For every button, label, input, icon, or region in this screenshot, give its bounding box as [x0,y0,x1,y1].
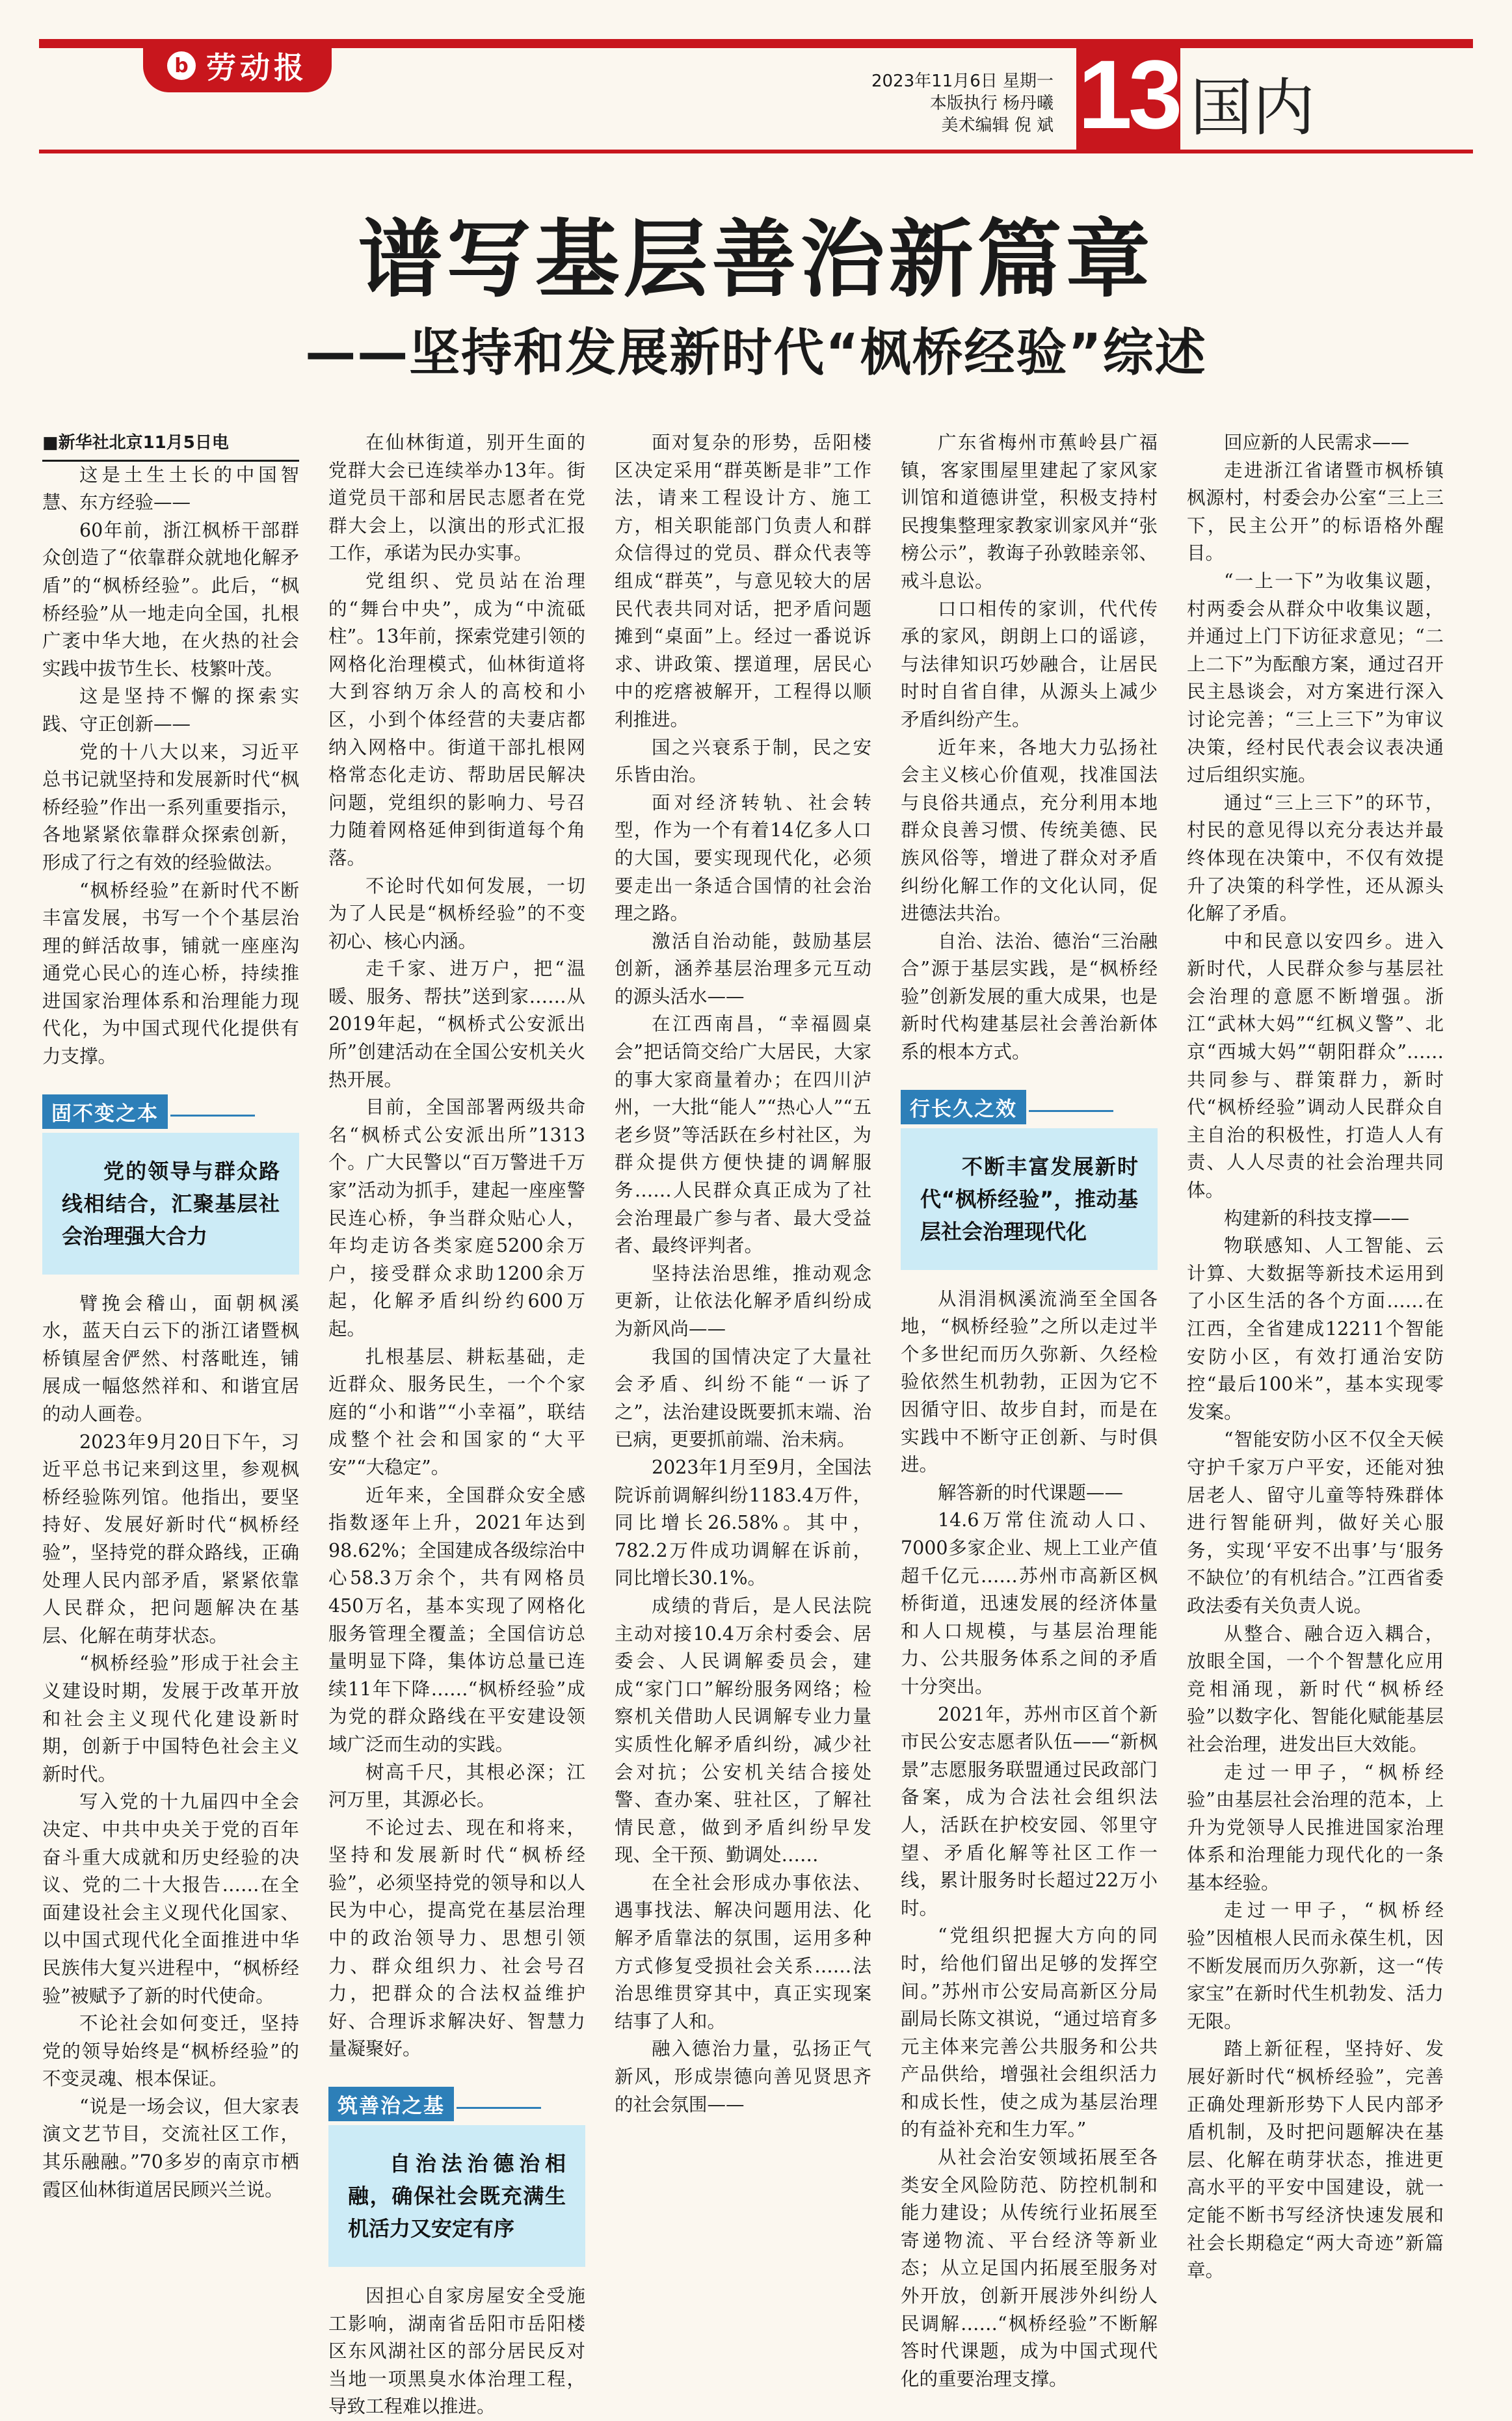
section-summary-box [901,1128,1158,1270]
text-column-1 [42,429,299,2250]
paragraph: 物联感知、人工智能、云计算、大数据等新技术运用到了小区生活的各个方面……在江西，全省建成12211个智能安防小区，有效打通治安防控“最后100米”，基本实现零发案。 [1187,1235,1444,1423]
paragraph: 成绩的背后，是人民法院主动对接10.4万余村委会、居委会、人民调解委员会，建成“家门口”解纷服务网络；检察机关借助人民调解专业力量实质性化解矛盾纠纷，减少社会对抗；公安机关结合接处警、查办案、驻社区，了解社情民意，做到矛盾纠纷早发现、全干预、勤调处…… [615,1594,871,1866]
paragraph: 60年前，浙江枫桥干部群众创造了“依靠群众就地化解矛盾”的“枫桥经验”。此后，“枫桥经验”从一地走向全国，扎根广袤中华大地，在火热的社会实践中拔节生长、枝繁叶茂。 [42,519,299,680]
section-summary-box [328,2125,585,2267]
text-column-3 [615,429,871,2250]
paragraph: 近年来，各地大力弘扬社会主义核心价值观，找准国法与良俗共通点，充分利用本地群众良善习惯、传统美德、民族风俗等，增进了群众对矛盾纠纷化解工作的文化认同，促进德法共治。 [901,736,1158,925]
article-headline: 谱写基层善治新篇章 [358,209,1154,309]
section-tag: 行长久之效 [901,1090,1026,1124]
paragraph: 踏上新征程，坚持好、发展好新时代“枫桥经验”，完善正确处理新形势下人民内部矛盾机制，及时把问题解决在基层、化解在萌芽状态，推进更高水平的平安中国建设，就一定能不断书写经济快速发展和社会长期稳定“两大奇迹”新篇章。 [1187,2038,1444,2282]
paragraph: 走千家、进万户，把“温暖、服务、帮扶”送到家……从2019年起，“枫桥式公安派出所”创建活动在全国公安机关火热开展。 [328,958,585,1091]
logo-mark-icon: b [167,51,196,80]
section-tag-rule [1029,1110,1113,1112]
section-summary: 不断丰富发展新时代“枫桥经验”，推动基层社会治理现代化 [920,1154,1138,1244]
paragraph: 2021年，苏州市区首个新市民公安志愿者队伍——“新枫景”志愿服务联盟通过民政部门备案，成为合法社会组织法人，活跃在护校安园、邻里守望、矛盾化解等社区工作一线，累计服务时长超过22万小时。 [901,1703,1158,1919]
header-divider [39,150,1473,153]
paragraph: “党组织把握大方向的同时，给他们留出足够的发挥空间。”苏州市公安局高新区分局副局长陈文祺说，“通过培育多元主体来完善公共服务和公共产品供给，增强社会组织活力和成长性，使之成为基层治理的有益补充和生力军。” [901,1925,1158,2141]
paragraph: 面对复杂的形势，岳阳楼区决定采用“群英断是非”工作法，请来工程设计方、施工方，相关职能部门负责人和群众信得过的党员、群众代表等组成“群英”，与意见较大的居民代表共同对话，把矛盾问题摊到“桌面”上。经过一番说诉求、讲政策、摆道理，居民心中的疙瘩被解开，工程得以顺利推进。 [615,432,871,730]
section-header-3 [901,1090,1158,1270]
paragraph: 回应新的人民需求—— [1224,432,1410,453]
issue-date: 2023年11月6日 星期一 [871,72,1054,91]
paragraph: 在江西南昌，“幸福圆桌会”把话筒交给广大居民，大家的事大家商量着办；在四川泸州，一大批“能人”“热心人”“五老乡贤”等活跃在乡村社区，为群众提供方便快捷的调解服务……人民群众真正成为了社会治理最广参与者、最大受益者、最终评判者。 [615,1013,871,1257]
paragraph: 中和民意以安四乡。进入新时代，人民群众参与基层社会治理的意愿不断增强。浙江“武林大妈”“红枫义警”、北京“西城大妈”“朝阳群众”……共同参与、群策群力，新时代“枫桥经验”调动人民群众自主自治的积极性，打造人人有责、人人尽责的社会治理共同体。 [1187,930,1444,1202]
paragraph: 融入德治力量，弘扬正气新风，形成崇德向善见贤思齐的社会氛围—— [615,2038,871,2115]
paragraph: 14.6万常住流动人口、7000多家企业、规上工业产值超千亿元……苏州市高新区枫桥街道，迅速发展的经济体量和人口规模，与基层治理能力、公共服务体系之间的矛盾十分突出。 [901,1509,1158,1697]
paragraph: 臂挽会稽山，面朝枫溪水，蓝天白云下的浙江诸暨枫桥镇屋舍俨然、村落毗连，铺展成一幅悠然祥和、和谐宜居的动人画卷。 [42,1292,299,1425]
text-column-2 [328,429,585,2418]
paragraph: 构建新的科技支撑—— [1224,1207,1410,1229]
paragraph: 不论过去、现在和将来，坚持和发展新时代“枫桥经验”，必须坚持党的领导和以人民为中心，提高党在基层治理中的政治领导力、思想引领力、群众组织力、社会号召力，把群众的合法权益维护好、合理诉求解决好、智慧力量凝聚好。 [328,1816,585,2060]
paragraph: 坚持法治思维，推动观念更新，让依法化解矛盾纠纷成为新风尚—— [615,1262,871,1340]
section-header-2 [328,2087,585,2267]
paragraph: 这是坚持不懈的探索实践、守正创新—— [42,685,299,735]
section-tag-rule [457,2107,541,2109]
paragraph: 通过“三上三下”的环节，村民的意见得以充分表达并最终体现在决策中，不仅有效提升了决策的科学性，还从源头化解了矛盾。 [1187,791,1444,925]
paragraph: 口口相传的家训，代代传承的家风，朗朗上口的谣谚，与法律知识巧妙融合，让居民时时自省自律，从源头上减少矛盾纠纷产生。 [901,598,1158,730]
paragraph: “说是一场会议，但大家表演文艺节目，交流社区工作，其乐融融。”70多岁的南京市栖霞区仙林街道居民顾兴兰说。 [42,2095,299,2201]
paragraph: 从涓涓枫溪流淌至全国各地，“枫桥经验”之所以走过半个多世纪而历久弥新、久经检验依然生机勃勃，正因为它不因循守旧、故步自封，而是在实践中不断守正创新、与时俱进。 [901,1288,1158,1476]
section-summary-box [42,1133,299,1275]
issue-info [819,70,1054,137]
section-title: 国内 [1190,72,1315,144]
paragraph: 树高千尺，其根必深；江河万里，其源必长。 [328,1761,585,1811]
paragraph: 在全社会形成办事依法、遇事找法、解决问题用法、化解矛盾靠法的氛围，运用多种方式修复受损社会关系……法治思维贯穿其中，真正实现案结事了人和。 [615,1872,871,2032]
section-summary: 自治法治德治相融，确保社会既充满生机活力又安定有序 [348,2151,566,2242]
paragraph: 解答新的时代课题—— [938,1481,1124,1503]
paragraph: 走过一甲子，“枫桥经验”由基层社会治理的范本，上升为党领导人民推进国家治理体系和治理能力现代化的一条基本经验。 [1187,1761,1444,1894]
section-tag: 固不变之本 [42,1094,168,1129]
dateline: ■新华社北京11月5日电 [42,429,299,462]
section-header-1 [42,1094,299,1275]
paragraph: 从整合、融合迈入耦合，放眼全国，一个个智慧化应用竞相涌现，新时代“枫桥经验”以数字化、智能化赋能基层社会治理，进发出巨大效能。 [1187,1622,1444,1755]
article-subheadline: ——坚持和发展新时代“枫桥经验”综述 [305,324,1207,382]
paragraph: 不论时代如何发展，一切为了人民是“枫桥经验”的不变初心、核心内涵。 [328,875,585,952]
section-summary: 党的领导与群众路线相结合，汇聚基层社会治理强大合力 [62,1158,280,1249]
art-editor: 美术编辑 倪 斌 [941,116,1054,135]
paragraph: 我国的国情决定了大量社会矛盾、纠纷不能“一诉了之”，法治建设既要抓末端、治已病，更要抓前端、治未病。 [615,1345,871,1451]
paragraph: “一上一下”为收集议题，村两委会从群众中收集议题，并通过上门下访征求意见；“二上二下”为酝酿方案，通过召开民主恳谈会，对方案进行深入讨论完善；“三上三下”为审议决策，经村民代表会议表决通过后组织实施。 [1187,570,1444,786]
paragraph: 从社会治安领域拓展至各类安全风险防范、防控机制和能力建设；从传统行业拓展至寄递物流、平台经济等新业态；从立足国内拓展至服务对外开放，创新开展涉外纠纷人民调解……“枫桥经验”不断解答时代课题，成为中国式现代化的重要治理支撑。 [901,2147,1158,2390]
paragraph: 2023年1月至9月，全国法院诉前调解纠纷1183.4万件，同比增长26.58%。其中，782.2万件成功调解在诉前，同比增长30.1%。 [615,1456,871,1589]
paragraph: 不论社会如何变迁，坚持党的领导始终是“枫桥经验”的不变灵魂、根本保证。 [42,2013,299,2090]
paragraph: 党的十八大以来，习近平总书记就坚持和发展新时代“枫桥经验”作出一系列重要指示，各地紧紧依靠群众探索创新，形成了行之有效的经验做法。 [42,741,299,873]
paragraph: “枫桥经验”在新时代不断丰富发展，书写一个个基层治理的鲜活故事，铺就一座座沟通党心民心的连心桥，持续推进国家治理体系和治理能力现代化，为中国式现代化提供有力支撑。 [42,879,299,1068]
page-number: 13 [1076,39,1180,150]
paragraph: 在仙林街道，别开生面的党群大会已连续举办13年。街道党员干部和居民志愿者在党群大会上，以演出的形式汇报工作，承诺为民办实事。 [328,432,585,564]
newspaper-name: 劳动报 [206,50,308,85]
paragraph: 激活自治动能，鼓励基层创新，涵养基层治理多元互动的源头活水—— [615,930,871,1007]
paragraph: 走进浙江省诸暨市枫桥镇枫源村，村委会办公室“三上三下，民主公开”的标语格外醒目。 [1187,459,1444,564]
paragraph: 写入党的十九届四中全会决定、中共中央关于党的百年奋斗重大成就和历史经验的决议、党的二十大报告……在全面建设社会主义现代化国家、以中国式现代化全面推进中华民族伟大复兴进程中，“枫桥经验”被赋予了新的时代使命。 [42,1791,299,2007]
paragraph: 因担心自家房屋安全受施工影响，湖南省岳阳市岳阳楼区东风湖社区的部分居民反对当地一项黑臭水体治理工程，导致工程难以推进。 [328,2285,585,2418]
paragraph: “枫桥经验”形成于社会主义建设时期，发展于改革开放和社会主义现代化建设新时期，创新于中国特色社会主义新时代。 [42,1652,299,1785]
text-column-4 [901,429,1158,2390]
text-column-5 [1187,429,1444,2282]
paragraph: 自治、法治、德治“三治融合”源于基层实践，是“枫桥经验”创新发展的重大成果，也是新时代构建基层社会善治新体系的根本方式。 [901,930,1158,1063]
paragraph: 党组织、党员站在治理的“舞台中央”，成为“中流砥柱”。13年前，探索党建引领的网格化治理模式，仙林街道将大到容纳万余人的高校和小区，小到个体经营的夫妻店都纳入网格中。街道干部扎根网格常态化走访、帮助居民解决问题，党组织的影响力、号召力随着网格延伸到街道每个角落。 [328,570,585,869]
paragraph: 目前，全国部署两级共命名“枫桥式公安派出所”1313个。广大民警以“百万警进千万家”活动为抓手，建起一座座警民连心桥，争当群众贴心人，年均走访各类家庭5200余万户，接受群众求助1200余万起，化解矛盾纠纷约600万起。 [328,1096,585,1340]
paragraph: 近年来，全国群众安全感指数逐年上升，2021年达到98.62%；全国建成各级综治中心58.3万余个，共有网格员450万名，基本实现了网格化服务管理全覆盖；全国信访总量明显下降，集体访总量已连续11年下降……“枫桥经验”成为党的群众路线在平安建设领域广泛而生动的实践。 [328,1484,585,1755]
section-tag-rule [170,1115,255,1117]
paragraph: 扎根基层、耕耘基础，走近群众、服务民生，一个个家庭的“小和谐”“小幸福”，联结成整个社会和国家的“大平安”“大稳定”。 [328,1345,585,1478]
paragraph: “智能安防小区不仅全天候守护千家万户平安，还能对独居老人、留守儿童等特殊群体进行智能研判，做好关心服务，实现‘平安不出事’与‘服务不缺位’的有机结合。”江西省委政法委有关负责人说。 [1187,1429,1444,1617]
paragraph: 这是土生土长的中国智慧、东方经验—— [42,464,299,514]
paragraph: 国之兴衰系于制，民之安乐皆由治。 [615,736,871,786]
section-tag: 筑善治之基 [328,2087,454,2121]
paragraph: 广东省梅州市蕉岭县广福镇，客家围屋里建起了家风家训馆和道德讲堂，积极支持村民搜集整理家教家训家风并“张榜公示”，教诲子孙敦睦亲邻、戒斗息讼。 [901,432,1158,592]
paragraph: 2023年9月20日下午，习近平总书记来到这里，参观枫桥经验陈列馆。他指出，要坚持好、发展好新时代“枫桥经验”，坚持党的群众路线，正确处理人民内部矛盾，紧紧依靠人民群众，把问题解决在基层、化解在萌芽状态。 [42,1431,299,1647]
newspaper-logo [143,39,332,92]
page-editor: 本版执行 杨丹曦 [929,94,1054,113]
paragraph: 面对经济转轨、社会转型，作为一个有着14亿多人口的大国，要实现现代化，必须要走出一条适合国情的社会治理之路。 [615,791,871,925]
paragraph: 走过一甲子，“枫桥经验”因植根人民而永葆生机，因不断发展而历久弥新，这一“传家宝”在新时代生机勃发、活力无限。 [1187,1899,1444,2032]
